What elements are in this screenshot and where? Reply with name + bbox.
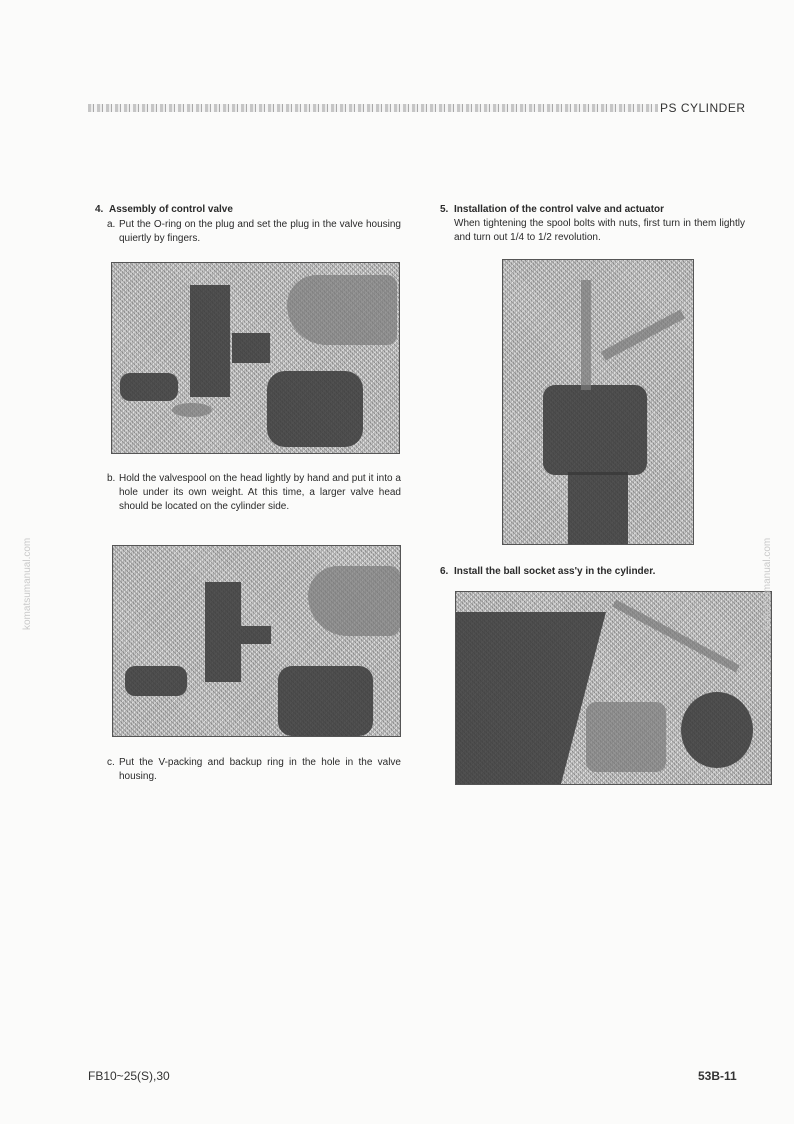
rod-tool	[612, 600, 739, 673]
step-c-letter: c.	[107, 757, 115, 768]
footer-page-number: 53B-11	[698, 1069, 737, 1083]
cylinder-interior	[456, 612, 606, 784]
watermark-right: komatsumanual.com	[762, 537, 773, 630]
section-5-number: 5.	[440, 204, 449, 215]
section-4-number: 4.	[95, 204, 104, 215]
hand-shape-2	[308, 566, 400, 636]
plug-block	[267, 371, 363, 447]
section-4-heading	[95, 203, 401, 217]
o-ring	[172, 403, 212, 417]
section-6-number: 6.	[440, 566, 449, 577]
ball-socket-assy	[681, 692, 753, 768]
left-column	[95, 203, 401, 246]
step-a-text: Put the O-ring on the plug and set the plug in the valve housing quiertly by fingers.	[119, 219, 401, 244]
step-b-letter: b.	[107, 473, 116, 484]
photo-ball-socket	[455, 591, 772, 785]
valve-housing-port-2	[241, 626, 271, 644]
header-title: PS CYLINDER	[660, 101, 746, 115]
valve-housing-shape-2	[205, 582, 241, 682]
section-4-title: Assembly of control valve	[109, 204, 233, 215]
plug-block-2	[278, 666, 373, 736]
photo-valvespool	[112, 545, 401, 737]
step-a-letter: a.	[107, 219, 116, 230]
section-6-title: Install the ball socket ass'y in the cylinder.	[454, 566, 656, 577]
socket-part	[586, 702, 666, 772]
photo-actuator	[502, 259, 694, 545]
valve-body	[543, 385, 647, 475]
part-left-2	[125, 666, 187, 696]
wrench-tool	[601, 309, 685, 360]
step-b-text: Hold the valvespool on the head lightly by hand and put it into a hole under its own weight. At this time, a larger valve head should be located on the cylinder side.	[119, 473, 401, 512]
photo-oring-plug	[111, 262, 400, 454]
spool-bolt	[581, 280, 591, 390]
cylinder-stem	[568, 472, 628, 544]
part-left	[120, 373, 178, 401]
section-5-title: Installation of the control valve and actuator	[454, 204, 665, 215]
hand-shape	[287, 275, 397, 345]
step-a	[95, 218, 401, 246]
valve-housing-port	[232, 333, 270, 363]
valve-housing-shape	[190, 285, 230, 397]
step-b	[95, 472, 401, 514]
section-5-heading	[440, 203, 745, 217]
footer-model: FB10~25(S),30	[88, 1069, 170, 1083]
section-6-heading	[440, 565, 745, 579]
step-c	[95, 756, 401, 784]
right-column	[440, 203, 745, 245]
watermark-left: komatsumanual.com	[22, 537, 33, 630]
section-5-text: When tightening the spool bolts with nuts, first turn in them lightly and turn out 1/4 to 1/2 revolution.	[454, 218, 745, 243]
header-rule	[88, 104, 658, 112]
step-c-text: Put the V-packing and backup ring in the hole in the valve housing.	[119, 757, 401, 782]
